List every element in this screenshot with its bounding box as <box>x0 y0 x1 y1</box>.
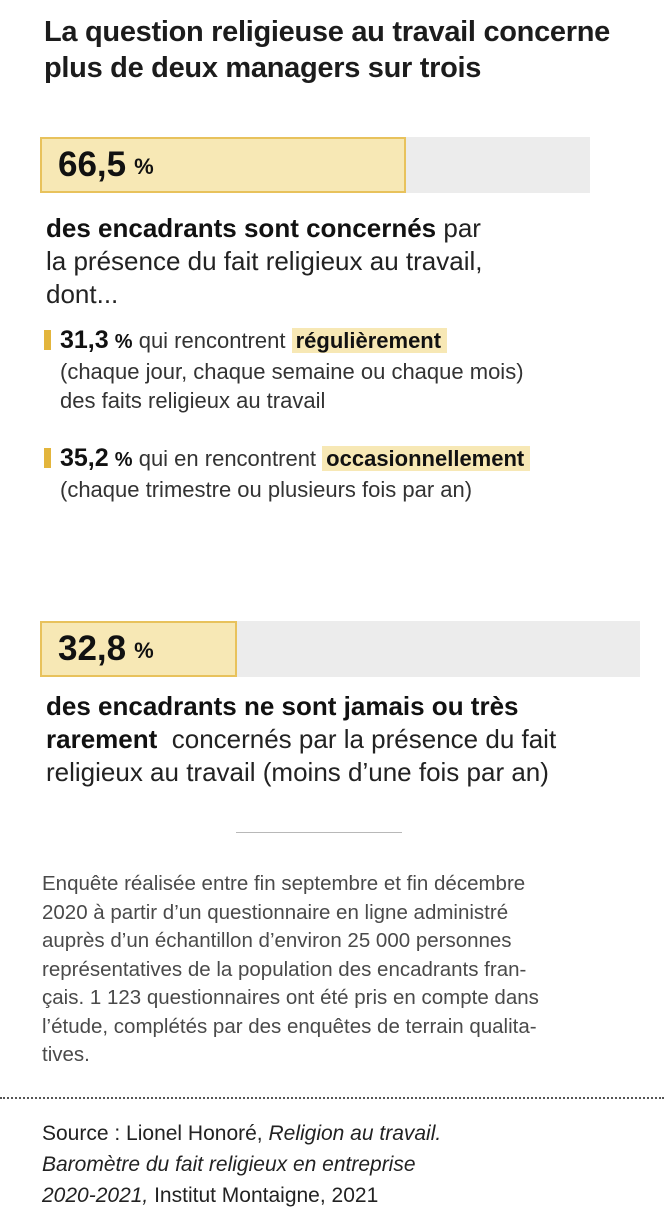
item-highlight: occasionnellement <box>322 446 530 471</box>
source-note <box>42 1118 642 1211</box>
separator-line <box>236 832 402 833</box>
item-detail: (chaque jour, chaque semaine ou chaque mois) <box>60 359 524 384</box>
item-unit: % <box>114 331 133 353</box>
source-suffix: Institut Montaigne, 2021 <box>148 1184 379 1207</box>
bar-unit-label: % <box>134 638 154 663</box>
method-line: représentatives de la population des encadrants fran- <box>42 957 527 981</box>
method-line: l’étude, complétés par des enquêtes de terrain qualita- <box>42 1014 537 1038</box>
stat-description-not-concerned <box>46 690 646 789</box>
item-text: qui en rencontrent <box>132 446 323 471</box>
bar-value-label: 32,8 <box>58 629 127 668</box>
bar-value-label: 66,5 <box>58 145 127 184</box>
methodology-note <box>42 870 632 1070</box>
stat-text: la présence du fait religieux au travail, <box>46 246 483 276</box>
source-title: 2020-2021, <box>42 1184 149 1207</box>
stat-bold-text: rarement <box>46 724 158 754</box>
method-line: çais. 1 123 questionnaires ont été pris en compte dans <box>42 986 539 1009</box>
item-highlight: régulièrement <box>292 328 448 353</box>
bar-unit-label: % <box>134 154 154 179</box>
bullet-marker <box>44 448 51 468</box>
bar-not-concerned <box>40 621 237 677</box>
breakdown-item-regular <box>44 326 644 415</box>
method-line: 2020 à partir d’un questionnaire en ligne administré <box>42 900 509 924</box>
stat-text: dont... <box>46 279 119 309</box>
stat-description-concerned <box>46 212 606 311</box>
item-percent: 35,2 <box>60 444 109 472</box>
item-detail: des faits religieux au travail <box>60 388 326 413</box>
source-prefix: Source : Lionel Honoré, <box>42 1122 269 1145</box>
item-unit: % <box>114 449 133 471</box>
stat-bold-text: des encadrants sont concernés <box>46 213 437 243</box>
stat-text: religieux au travail (moins d’une fois par an) <box>46 757 549 787</box>
chart-title <box>44 14 644 86</box>
title-line-2: plus de deux managers sur trois <box>44 52 482 84</box>
item-percent: 31,3 <box>60 326 109 354</box>
bar-track-concerned <box>40 137 590 193</box>
method-line: tives. <box>42 1043 90 1066</box>
breakdown-item-occasional <box>44 444 644 504</box>
method-line: Enquête réalisée entre fin septembre et fin décembre <box>42 872 526 895</box>
title-line-1: La question religieuse au travail concerne <box>44 16 610 48</box>
dotted-divider <box>0 1097 664 1099</box>
source-title: Baromètre du fait religieux en entreprise <box>42 1153 416 1176</box>
stat-text: par <box>436 213 481 243</box>
method-line: auprès d’un échantillon d’environ 25 000 personnes <box>42 929 512 952</box>
stat-text: concernés par la présence du fait <box>157 724 557 754</box>
bullet-marker <box>44 330 51 350</box>
bar-track-not-concerned <box>40 621 640 677</box>
source-title: Religion au travail. <box>268 1122 442 1145</box>
bar-concerned <box>40 137 406 193</box>
item-detail: (chaque trimestre ou plusieurs fois par an) <box>60 477 473 502</box>
stat-bold-text: des encadrants ne sont jamais ou très <box>46 691 519 721</box>
item-text: qui rencontrent <box>132 328 292 353</box>
